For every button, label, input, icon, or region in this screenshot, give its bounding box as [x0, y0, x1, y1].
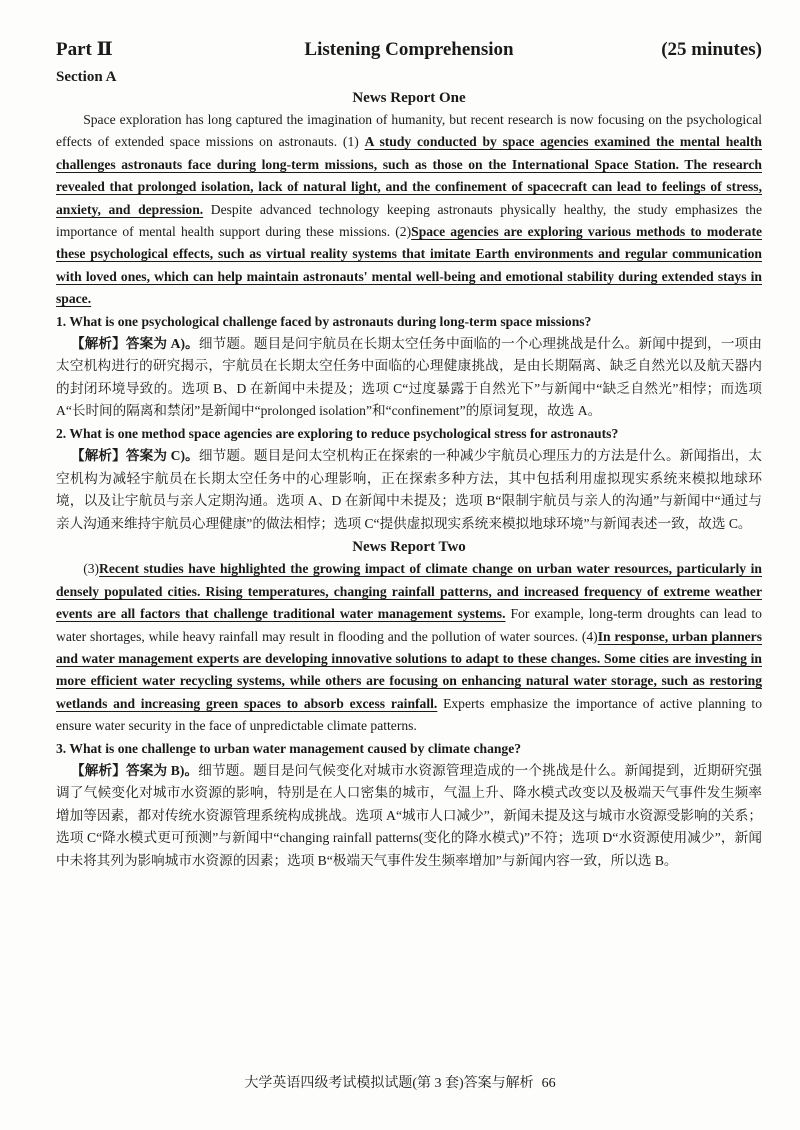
- question-1: 1. What is one psychological challenge faced by astronauts during long-term space missions?: [56, 313, 592, 329]
- report-one-underline-2: Space agencies are exploring various methods to moderate these psychological effects, such as virtual reality systems that imitate Earth environments and regular communication with loved ones, which can help maintain astronauts' mental well-being and emotional stability during extended stays in space.: [56, 224, 763, 307]
- report-two-text-1: (3): [83, 561, 100, 577]
- section-label: Section A: [56, 69, 117, 85]
- question-2: 2. What is one method space agencies are exploring to reduce psychological stress for astronauts?: [56, 426, 619, 442]
- report-two-text-2: For example, long-term droughts can lead to water shortages, while heavy rainfall may result in flooding and the pollution of water sources. (4): [56, 606, 762, 644]
- report-one-text-2: Despite advanced technology keeping astronauts physically healthy, the study emphasizes the importance of mental health support during these missions. (2): [56, 201, 762, 240]
- report-one-text: [56, 109, 762, 311]
- report-two-title: News Report Two: [352, 539, 466, 556]
- part-title: Listening Comprehension: [304, 39, 514, 60]
- report-one-underline-1: A study conducted by space agencies examined the mental health challenges astronauts face during long-term missions, such as those on the International Space Station. The research revealed that prolonged isolation, lack of natural light, and the confinement of spacecraft can lead to feelings of stress, anxiety, and depression.: [56, 134, 762, 217]
- report-two-underline-1: Recent studies have highlighted the growing impact of climate change on urban water resources, particularly in densely populated cities. Rising temperatures, changing rainfall patterns, and increased frequency of extreme weather events are all factors that challenge traditional water management systems.: [56, 561, 762, 622]
- answer-3-tag: 【解析】答案为 B)。: [70, 762, 199, 778]
- part-header: [56, 38, 762, 61]
- time-limit: (25 minutes): [661, 39, 762, 60]
- report-two-text: [56, 558, 762, 737]
- answer-1: [56, 333, 762, 423]
- report-two-underline-2: In response, urban planners and water management experts are developing innovative solutions to adapt to these changes. Some cities are investing in more efficient water recycling systems, while others are focusing on enhancing natural water storage, such as restoring wetlands and increasing green spaces to absorb excess rainfall.: [56, 628, 762, 711]
- page-number: 66: [541, 1076, 556, 1091]
- question-3: 3. What is one challenge to urban water management caused by climate change?: [56, 740, 522, 756]
- answer-1-tag: 【解析】答案为 A)。: [70, 335, 199, 351]
- answer-2: [56, 445, 762, 535]
- answer-3: [56, 760, 762, 873]
- report-two-text-3: Experts emphasize the importance of active planning to ensure water security in the face of unpredictable climate patterns.: [56, 695, 762, 734]
- page-footer: [0, 1072, 800, 1092]
- answer-3-text: 细节题。题目是问气候变化对城市水资源管理造成的一个挑战是什么。新闻提到，近期研究强调了气候变化对城市水资源的影响，特别是在人口密集的城市，气温上升、降水模式改变以及极端天气事件发生频率增加等因素，都对传统水资源管理系统构成挑战。选项 A“城市人口减少”，新闻未提及这与城市水资源受影响的关系；选项 C“降水模式更可预测”与新闻中“changing rainfall patterns(变化的降水模式)”不符；选项 D“水资源使用减少”，新闻中未将其列为影响城市水资源的因素；选项 B“极端天气事件发生频率增加”与新闻内容一致，所以选 B。: [56, 762, 763, 869]
- answer-2-text: 细节题。题目是问太空机构正在探索的一种减少宇航员心理压力的方法是什么。新闻指出，太空机构为减轻宇航员在长期太空任务中的心理影响，正在探索多种方法，其中包括利用虚拟现实系统来模拟地球环境，以及让宇航员与亲人定期沟通。选项 A、D 在新闻中未提及；选项 B“限制宇航员与亲人的沟通”与新闻中“通过与亲人沟通来维持宇航员心理健康”的做法相悖；选项 C“提供虚拟现实系统来模拟地球环境”与新闻表述一致，故选 C。: [56, 448, 762, 531]
- part-label: Part Ⅱ: [56, 39, 113, 60]
- footer-title: 大学英语四级考试模拟试题(第 3 套)答案与解析: [244, 1076, 534, 1091]
- answer-1-text: 细节题。题目是问宇航员在长期太空任务中面临的一个心理挑战是什么。新闻中提到，一项由太空机构进行的研究揭示，宇航员在长期太空任务中面临的心理健康挑战，是由长期隔离、缺乏自然光以及航天器内的封闭环境导致的。选项 B、D 在新闻中未提及；选项 C“过度暴露于自然光下”与新闻中“缺乏自然光”相悖；而选项 A“长时间的隔离和禁闭”是新闻中“prolonged isolation”和“confinement”的原词复现，故选 A。: [56, 335, 762, 419]
- report-one-text-1: Space exploration has long captured the imagination of humanity, but recent research is now focusing on the psychological effects of extended space missions on astronauts. (1): [56, 112, 762, 150]
- answer-2-tag: 【解析】答案为 C)。: [70, 448, 199, 464]
- report-one-title: News Report One: [352, 90, 466, 106]
